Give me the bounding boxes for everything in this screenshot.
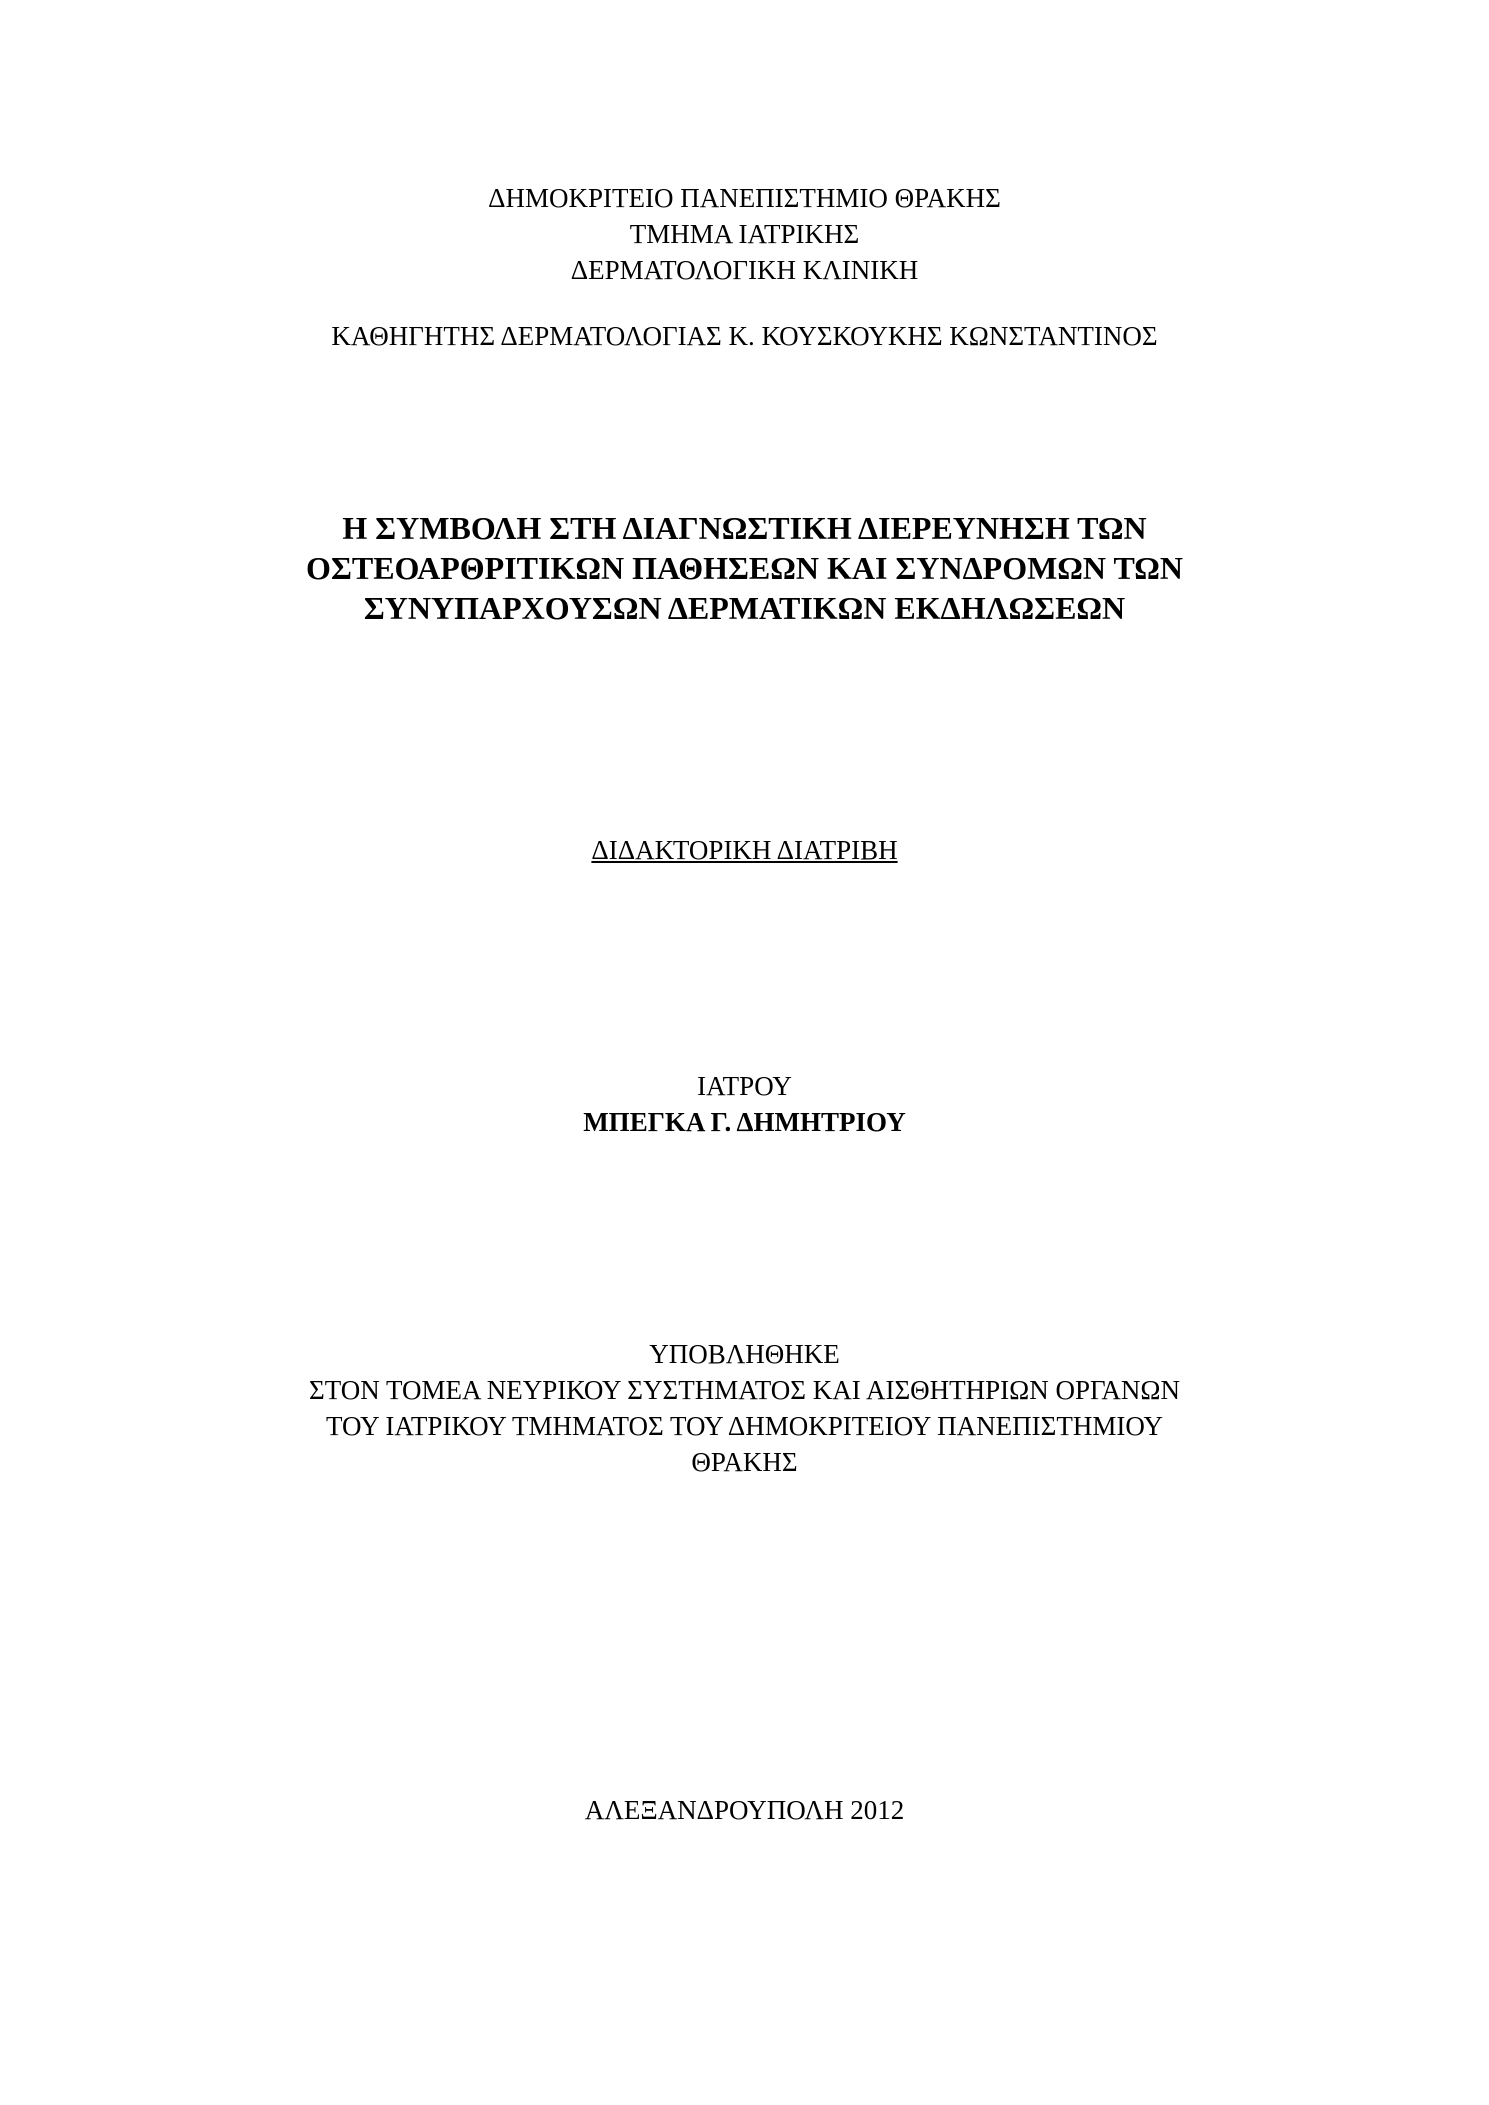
submission-line: ΘΡΑΚΗΣ	[691, 1447, 798, 1477]
thesis-title-line: ΣΥΝΥΠΑΡΧΟΥΣΩΝ ΔΕΡΜΑΤΙΚΩΝ ΕΚΔΗΛΩΣΕΩΝ	[363, 590, 1126, 626]
department-name: ΤΜΗΜΑ ΙΑΤΡΙΚΗΣ	[629, 219, 860, 249]
institution-header	[0, 180, 1489, 288]
submission-line: ΤΟΥ ΙΑΤΡΙΚΟΥ ΤΜΗΜΑΤΟΣ ΤΟΥ ΔΗΜΟΚΡΙΤΕΙΟΥ ΠΑΝΕΠΙΣΤΗΜΙΟΥ	[326, 1411, 1163, 1441]
document-type: ΔΙΔΑΚΤΟΡΙΚΗ ΔΙΑΤΡΙΒΗ	[591, 835, 898, 865]
clinic-name: ΔΕΡΜΑΤΟΛΟΓΙΚΗ ΚΛΙΝΙΚΗ	[570, 255, 919, 285]
supervisor-block	[0, 318, 1489, 354]
author-block	[0, 1068, 1489, 1140]
thesis-title-line: Η ΣΥΜΒΟΛΗ ΣΤΗ ΔΙΑΓΝΩΣΤΙΚΗ ΔΙΕΡΕΥΝΗΣΗ ΤΩΝ	[342, 510, 1147, 546]
submission-line: ΣΤΟΝ ΤΟΜΕΑ ΝΕΥΡΙΚΟΥ ΣΥΣΤΗΜΑΤΟΣ ΚΑΙ ΑΙΣΘΗΤΗΡΙΩΝ ΟΡΓΑΝΩΝ	[309, 1375, 1180, 1405]
place-and-year-block	[0, 1792, 1489, 1828]
submission-line: ΥΠΟΒΛΗΘΗΚΕ	[649, 1339, 840, 1369]
thesis-title-line: ΟΣΤΕΟΑΡΘΡΙΤΙΚΩΝ ΠΑΘΗΣΕΩΝ ΚΑΙ ΣΥΝΔΡΟΜΩΝ ΤΩΝ	[306, 550, 1183, 586]
university-name: ΔΗΜΟΚΡΙΤΕΙΟ ΠΑΝΕΠΙΣΤΗΜΙΟ ΘΡΑΚΗΣ	[488, 183, 1001, 213]
document-type-block	[0, 832, 1489, 868]
submission-statement	[0, 1336, 1489, 1480]
author-name: ΜΠΕΓΚΑ Γ. ΔΗΜΗΤΡΙΟΥ	[583, 1107, 906, 1137]
place-and-year: ΑΛΕΞΑΝΔΡΟΥΠΟΛΗ 2012	[584, 1795, 905, 1825]
thesis-title	[0, 508, 1489, 628]
author-prefix: ΙΑΤΡΟΥ	[697, 1071, 792, 1101]
supervisor-name: ΚΑΘΗΓΗΤΗΣ ΔΕΡΜΑΤΟΛΟΓΙΑΣ Κ. ΚΟΥΣΚΟΥΚΗΣ ΚΩΝΣΤΑΝΤΙΝΟΣ	[331, 321, 1158, 351]
